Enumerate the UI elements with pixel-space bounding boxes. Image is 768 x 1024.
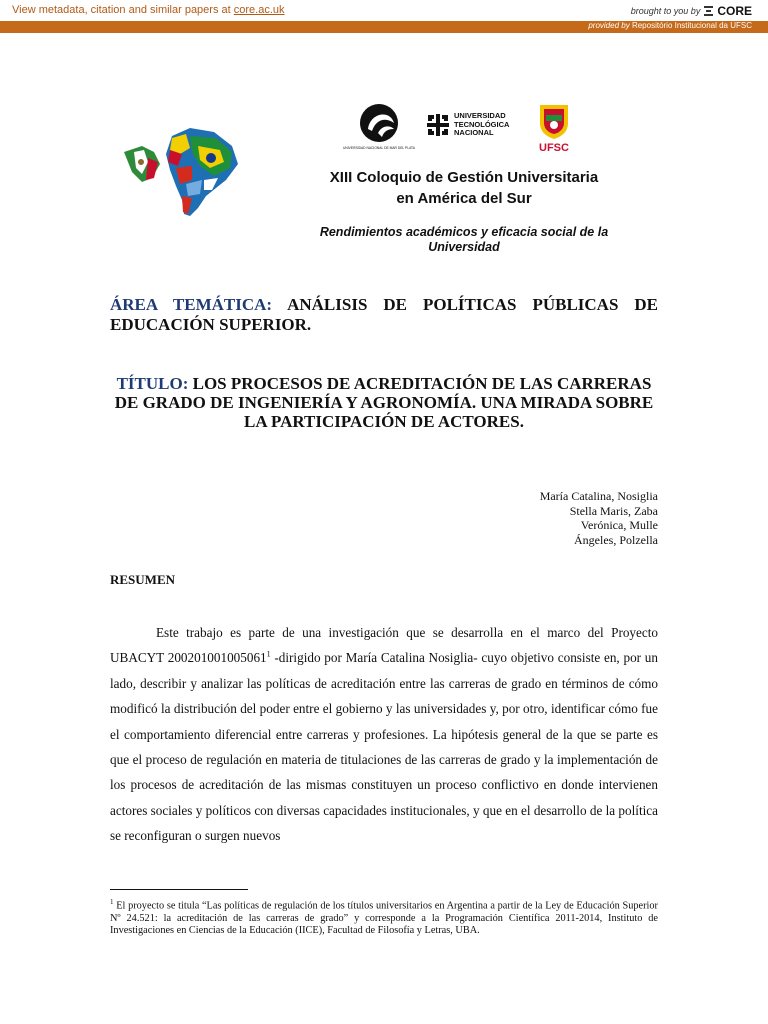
metadata-notice [12, 4, 285, 16]
abstract-paragraph [110, 620, 658, 849]
universidad-mar-del-plata-logo [343, 103, 415, 155]
ufsc-label: UFSC [539, 142, 569, 154]
author-name: Stella Maris, Zaba [569, 503, 658, 518]
paper-title [110, 374, 658, 431]
core-top-bar [0, 0, 768, 22]
metadata-text: View metadata, citation and similar papers at [12, 4, 234, 16]
thematic-area-label: ÁREA TEMÁTICA: [110, 295, 273, 314]
footnote [110, 896, 658, 938]
brought-text: brought to you by [630, 6, 701, 16]
utn-text [454, 112, 509, 138]
thematic-area [110, 295, 658, 335]
footnote-number: 1 [110, 898, 114, 906]
abstract-heading: RESUMEN [110, 572, 176, 587]
author-name: Ángeles, Polzella [574, 532, 658, 547]
conference-subtitle: Rendimientos académicos y eficacia social de la Universidad [319, 225, 609, 254]
utn-emblem-icon [426, 113, 450, 137]
author-name: María Catalina, Nosiglia [539, 489, 658, 503]
core-brand: CORE [717, 4, 752, 18]
utn-line-1: UNIVERSIDAD [454, 111, 506, 120]
mdp-caption: UNIVERSIDAD NACIONAL DE MAR DEL PLATA [343, 146, 415, 150]
footnote-ref[interactable]: 1 [266, 650, 271, 660]
utn-line-3: NACIONAL [454, 128, 494, 137]
author-name: Verónica, Mulle [580, 518, 658, 532]
utn-logo [426, 112, 509, 138]
paper-title-text: LOS PROCESOS DE ACREDITACIÓN DE LAS CARRERAS DE GRADO DE INGENIERÍA Y AGRONOMÍA. UNA MIRADA SOBRE LA PARTICIPACIÓN DE ACTORES. [114, 374, 654, 431]
provided-prefix: provided by [588, 21, 630, 30]
south-america-flags-map-logo [120, 122, 242, 218]
author-list [540, 489, 658, 547]
footnote-divider [110, 889, 248, 890]
ufsc-logo [534, 101, 574, 153]
thematic-area-text: ANÁLISIS DE POLÍTICAS PÚBLICAS DE EDUCACIÓN SUPERIOR. [110, 295, 658, 334]
core-link[interactable]: core.ac.uk [233, 4, 285, 16]
provided-by[interactable] [588, 21, 752, 30]
core-logo-icon [703, 5, 714, 17]
paper-title-label: TÍTULO: [116, 374, 189, 393]
conference-title-line-2: en América del Sur [396, 190, 532, 207]
abstract-body [110, 620, 658, 849]
conference-title-line-1: XIII Coloquio de Gestión Universitaria [329, 169, 599, 186]
abstract-text-start: Este trabajo es parte de una investigación que se desarrolla en el marco del Proyecto UBACYT 200201001005061 [110, 625, 658, 666]
brought-to-you-by[interactable] [631, 4, 752, 18]
utn-line-2: TECNOLÓGICA [454, 119, 510, 129]
footnote-text: El proyecto se titula “Las políticas de regulación de los títulos universitarios en Argentina a partir de la Ley de Educación Superior Nº 24.521: la acreditación de las carreras de grado” y corresponde a la Programación Científica 2011-2014, Instituto de Investigaciones en Ciencias de la Educación (IICE), Facultad de Filosofía y Letras, UBA. [110, 900, 658, 937]
provided-source: Repositório Institucional da UFSC [631, 21, 752, 30]
provided-by-bar [0, 21, 768, 33]
conference-title [290, 167, 638, 209]
abstract-text-rest: -dirigido por María Catalina Nosiglia- cuyo objetivo consiste en, por un lado, describir y analizar las políticas de acreditación entre las carreras de grado en términos de cómo modificó la distribución del poder entre el gobierno y las universidades y, por otro, identificar cómo fue el comportamiento diferencial entre carreras y profesiones. La hipótesis general de la que se parte es que el proceso de regulación en materia de titulaciones de las carreras de grado y la implementación de los procesos de acreditación de las mismas constituyen un proceso conflictivo en donde intervienen actores sociales y políticos con diversas capacidades institucionales, y que en el desarrollo de la política se reconfiguran o surgen nuevos [110, 650, 658, 844]
